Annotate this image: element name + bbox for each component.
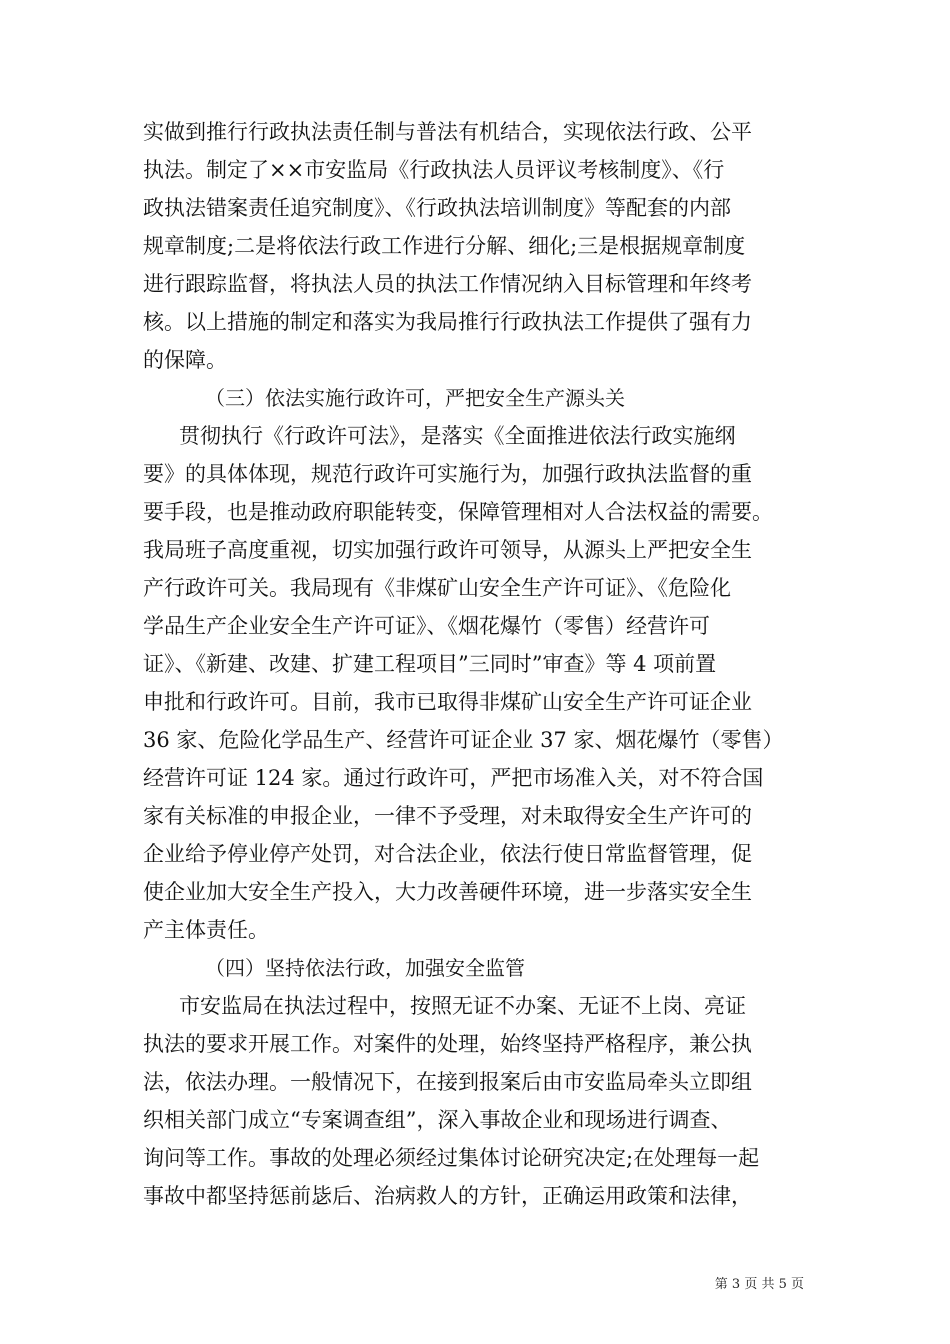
body-line: 家有关标准的申报企业，一律不予受理，对未取得安全生产许可的 [143, 804, 752, 828]
body-line: 企业给予停业停产处罚，对合法企业，依法行使日常监督管理，促 [143, 842, 752, 866]
section-heading-3: （三）依法实施行政许可，严把安全生产源头关 [205, 386, 625, 410]
body-line: 事故中都坚持惩前毖后、治病救人的方针，正确运用政策和法律， [143, 1184, 752, 1208]
body-line: 要手段，也是推动政府职能转变，保障管理相对人合法权益的需要。 [143, 500, 773, 524]
body-line: 执法的要求开展工作。对案件的处理，始终坚持严格程序，兼公执 [143, 1032, 752, 1056]
document-body [143, 113, 815, 1215]
body-line: 我局班子高度重视，切实加强行政许可领导，从源头上严把安全生 [143, 538, 752, 562]
body-line: 经营许可证 124 家。通过行政许可，严把市场准入关，对不符合国 [143, 766, 764, 790]
body-line: 证》、《新建、改建、扩建工程项目”三同时”审查》等 4 项前置 [143, 652, 717, 676]
body-line: 进行跟踪监督，将执法人员的执法工作情况纳入目标管理和年终考 [143, 272, 752, 296]
body-line: 核。以上措施的制定和落实为我局推行行政执法工作提供了强有力 [143, 310, 752, 334]
body-line: 要》的具体体现，规范行政许可实施行为，加强行政执法监督的重 [143, 462, 752, 486]
body-line: 市安监局在执法过程中，按照无证不办案、无证不上岗、亮证 [179, 994, 746, 1018]
body-line: 产主体责任。 [143, 918, 269, 942]
body-line: 织相关部门成立“专案调查组”，深入事故企业和现场进行调查、 [143, 1108, 732, 1132]
body-line: 使企业加大安全生产投入，大力改善硬件环境，进一步落实安全生 [143, 880, 752, 904]
body-line: 询问等工作。事故的处理必须经过集体讨论研究决定;在处理每一起 [143, 1146, 760, 1170]
body-line: 贯彻执行《行政许可法》，是落实《全面推进依法行政实施纲 [179, 424, 736, 448]
body-line: 学品生产企业安全生产许可证》、《烟花爆竹（零售）经营许可 [143, 614, 710, 638]
body-line: 实做到推行行政执法责任制与普法有机结合，实现依法行政、公平 [143, 120, 752, 144]
body-line: 执法。制定了××市安监局《行政执法人员评议考核制度》、《行 [143, 158, 725, 182]
body-line: 申批和行政许可。目前，我市已取得非煤矿山安全生产许可证企业 [143, 690, 752, 714]
body-line: 政执法错案责任追究制度》、《行政执法培训制度》等配套的内部 [143, 196, 731, 220]
body-line: 规章制度;二是将依法行政工作进行分解、细化;三是根据规章制度 [143, 234, 746, 258]
body-line: 36 家、危险化学品生产、经营许可证企业 37 家、烟花爆竹（零售） [143, 728, 784, 752]
page-footer-indicator: 第 3 页 共 5 页 [714, 1277, 804, 1292]
section-heading-4: （四）坚持依法行政，加强安全监管 [205, 956, 525, 980]
body-line: 产行政许可关。我局现有《非煤矿山安全生产许可证》、《危险化 [143, 576, 731, 600]
body-line: 的保障。 [143, 348, 227, 372]
body-line: 法，依法办理。一般情况下，在接到报案后由市安监局牵头立即组 [143, 1070, 752, 1094]
